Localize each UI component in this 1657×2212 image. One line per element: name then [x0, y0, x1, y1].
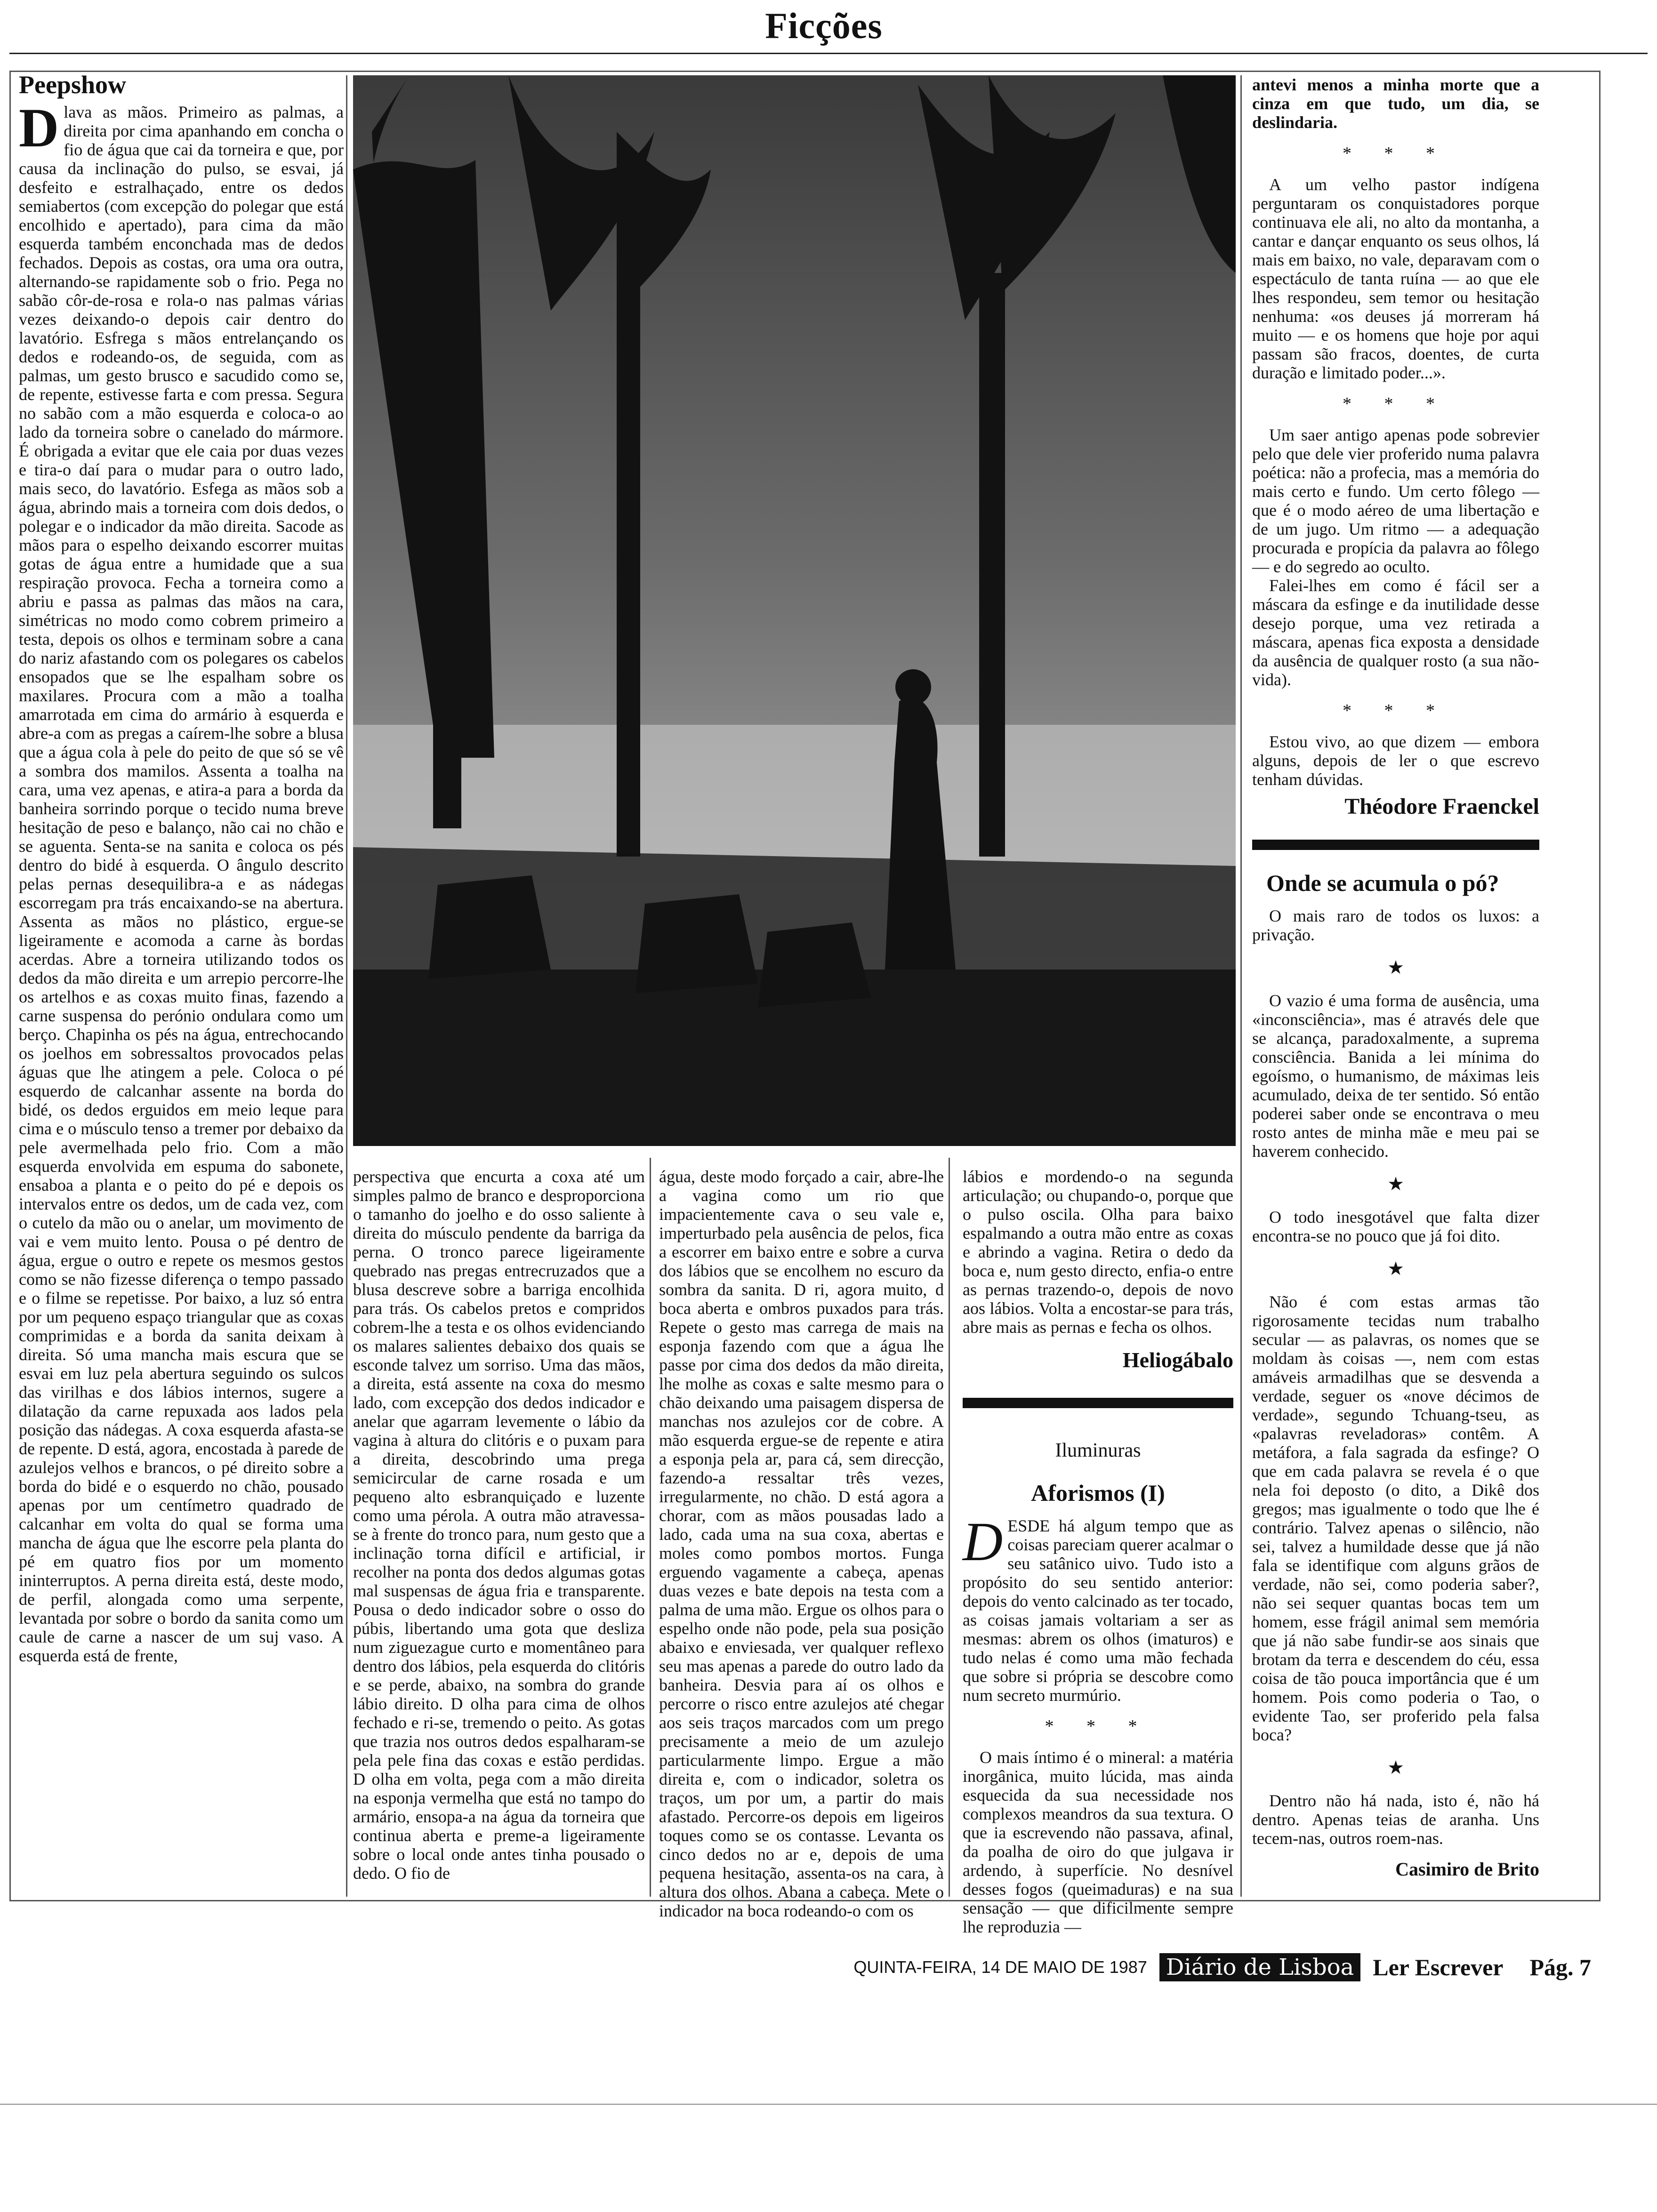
article-text: água, deste modo forçado a cair, abre-lhe a vagina como um rio que impacientemente cava o seu vale e, imperturbado pela ausência de pelos, fica a escorrer em baixo entre e sobre a curva dos lábios que se encolhem no escuro da sombra da sanita. D ri, agora muito, d boca aberta e ombros puxados para trás. Repete o gesto mas carrega de mais na esponja fazendo com que a água lhe passe por cima dos dedos da mão direita, lhe molhe as coxas e salte mesmo para o chão deixando uma paisagem dispersa de manchas nos azulejos cor de cobre. A mão esquerda ergue-se de repente e atira a esponja pela ar, para cá, sem direcção, fazendo-a ressaltar três vezes, irregularmente, no chão. D está agora a chorar, com as mãos pousadas lado a lado, cada uma na sua coxa, abertas e moles como pombos mortos. Funga erguendo vagamente a cabeça, apenas duas vezes e bate depois na testa com a palma de uma mão. Ergue os olhos para o espelho onde não pode, pela sua posição abaixo e enviesada, ver qualquer reflexo seu mas apenas a parede do outro lado da banheira. Desvia para aí os olhos e percorre o risco entre azulejos até chegar aos seis traços marcados com um prego precisamente a meio de um azulejo particularmente limpo. Ergue a mão direita e, com o indicador, soletra os traços, um por um, a partir do mais afastado. Percorre-os depois em ligeiros toques como se os contasse. Levanta os cinco dedos no ar e, depois de uma pequena hesitação, assenta-os na cara, à altura dos olhos. Abana a cabeça. Mete o indicador na boca rodeando-o com os [659, 1167, 944, 1920]
author-signature: Casimiro de Brito [1395, 1859, 1539, 1880]
peepshow-column-3 [659, 1167, 944, 1920]
separator: * * * [1343, 701, 1449, 721]
article-text: ESDE há algum tempo que as coisas pareciam querer acalmar o seu satânico uivo. Tudo isto a propósito do seu sentido anterior: depois do vento calcinado as ter tocado, as coisas jamais voltariam a ser as mesmas: abrem os olhos (imaturos) e tudo nelas é como uma mão fechada que sobre si própria se descobre como num secreto murmúrio. [963, 1516, 1233, 1705]
star-icon: ★ [1387, 1258, 1404, 1279]
column-rule [650, 1158, 651, 1897]
section-rule [1252, 840, 1539, 850]
publication-date: QUINTA-FEIRA, 14 DE MAIO DE 1987 [853, 1957, 1147, 1977]
top-rule [9, 53, 1648, 54]
separator: * * * [1045, 1716, 1151, 1736]
article-text: Dentro não há nada, isto é, não há dentro. Apenas teias de aranha. Uns tecem-nas, outros roem-nas. [1252, 1791, 1539, 1848]
article-text: O mais íntimo é o mineral: a matéria inorgânica, muito lúcida, mas ainda esquecida da sua necessidade nos complexos meandros da sua textura. O que ia escrevendo não passava, afinal, da poalha de oiro do que julgava ir ardendo, à superfície. No desnível desses fogos (queimaduras) e na sua sensação — que dificilmente sempre lhe reproduzia — [963, 1748, 1233, 1936]
kicker: Iluminuras [1055, 1440, 1141, 1461]
article-title: Onde se acumula o pó? [1266, 870, 1499, 896]
palm-beach-silhouette-image [353, 75, 1236, 1146]
article-text: O vazio é uma forma de ausência, uma «inconsciência», mas é através dele que se alcança, paradoxalmente, a suprema consciência. Banida a lei mínima do egoísmo, o humanismo, de máximas leis acumulado, deixa de ter sentido. Só então poderei saber onde se encontrava o meu rosto antes de minha mãe e meu pai se haverem conhecido. [1252, 991, 1539, 1161]
author-signature: Heliogábalo [1122, 1348, 1233, 1372]
beach-photo [353, 75, 1236, 1146]
newspaper-logo: Diário de Lisboa [1159, 1953, 1360, 1981]
drop-cap: D [19, 97, 59, 159]
article-text: lábios e mordendo-o na segunda articulação; ou chupando-o, porque que o pulso oscila. Olha para baixo espalmando a outra mão entre as coxas e abrindo a vagina. Retira o dedo da boca e, num gesto directo, enfia-o entre as pernas trazendo-o, depois de novo aos lábios. Volta a encostar-se para trás, abre mais as pernas e fecha os olhos. [963, 1167, 1233, 1337]
page-number: Pág. 7 [1529, 1954, 1591, 1980]
separator: * * * [1343, 394, 1449, 414]
article-text: Estou vivo, ao que dizem — embora alguns, depois de ler o que escrevo tenham dúvidas. [1252, 732, 1539, 789]
article-title: Aforismos (I) [1031, 1480, 1165, 1506]
column-rule [949, 1158, 950, 1897]
article-text: A um velho pastor indígena perguntaram os conquistadores porque continuava ele ali, no alto da montanha, a cantar e dançar enquanto os seus olhos, lá mais em baixo, no vale, deparavam com o espectáculo de tanta ruína — ao que ele lhes respondeu, sem temor ou hesitação nenhuma: «os deuses já morreram há muito — e os homens que hoje por aqui passam são fracos, doentes, de curta duração e limitado poder...». [1252, 175, 1539, 382]
scan-edge-line [0, 2104, 1657, 2105]
column-rule [346, 75, 347, 1897]
peepshow-column-4 [963, 1167, 1233, 1936]
star-icon: ★ [1387, 957, 1404, 978]
star-icon: ★ [1387, 1173, 1404, 1194]
peepshow-column-1 [19, 71, 344, 1665]
article-text: O todo inesgotável que falta dizer encontra-se no pouco que já foi dito. [1252, 1208, 1539, 1245]
article-text: Não é com estas armas tão rigorosamente tecidas num trabalho secular — as palavras, os nomes que se moldam às coisas —, nem com estas amáveis armadilhas que se desvenda a verdade, seguer os «nove décimos de verdade», segundo Tchuang-tseu, as «palavras reveladoras» contêm. A metáfora, a fala sagrada da esfinge? O que em cada palavra se revela é o que nela foi deposto (o dito, a Dikê dos gregos; mas igualmente o todo que lhe é contrário. Talvez apenas o silêncio, não sei, talvez a humildade desse que já não fala se identifique com alguns grãos de verdade, não sei, como poderia saber?, não sei sequer quantas bocas tem um homem, esse frágil animal sem memória que já não sabe fundir-se aos sinais que brotam da terra e descendem do céu, essa coisa de tão pouca importância que é um homem. Pois como poderia o Tao, o evidente Tao, ser proferido pela falsa boca? [1252, 1292, 1539, 1744]
drop-cap: D [963, 1511, 1003, 1572]
star-icon: ★ [1387, 1757, 1404, 1778]
right-column [1252, 75, 1539, 1879]
section-title: Ficções [765, 5, 883, 46]
article-text: Falei-lhes em como é fácil ser a máscara da esfinge e da inutilidade desse desejo porque, uma vez retirada a máscara, apenas fica exposta a densidade da ausência de qualquer rosto (a sua não-vida). [1252, 576, 1539, 689]
article-text: O mais raro de todos os luxos: a privação. [1252, 906, 1539, 944]
column-rule [1240, 75, 1242, 1897]
separator: * * * [1343, 144, 1449, 163]
page-footer [838, 1953, 1591, 1981]
article-text: lava as mãos. Primeiro as palmas, a direita por cima apanhando em concha o fio de água que cai da torneira e que, por causa da inclinação do pulso, se esvai, já desfeito e estralhaçado, entre os dedos semiabertos (com excepção do polegar que está encolhido e apertado), para cima da mão esquerda também enconchada mas de dedos fechados. Depois as costas, ora uma ora outra, alternando-se rapidamente sob o frio. Pega no sabão côr-de-rosa e rola-o nas palmas várias vezes deixando-o depois cair dentro do lavatório. Esfrega s mãos entrelançando os dedos e rodeando-os, de seguida, com as palmas, um gesto brusco e sacudido como se, de repente, estivesse farta e com pressa. Segura no sabão com a mão esquerda e coloca-o ao lado da torneira sobre o canelado do mármore. É obrigada a evitar que ele caia por duas vezes e tira-o daí para o mudar para o outro lado, mais seco, do lavatório. Esfega as mãos sob a água, abrindo mais a torneira com dois dedos, o polegar e o indicador da mão direita. Sacode as mãos para o espelho deixando escorrer muitas gotas de água entre a humidade que a sua respiração provoca. Fecha a torneira como a abriu e passa as palmas das mãos na cara, simétricas no modo como cobrem primeiro a testa, depois os olhos e terminam sobre a cana do nariz afastando com os polegares os cabelos ensopados que se lhe espalham sobre os maxilares. Procura com a mão a toalha amarrotada em cima do armário à esquerda e abre-a com as pregas a caírem-lhe sobre a blusa que a água cola à pele do peito de que só se vê a sombra dos mamilos. Assenta a toalha na cara, uma vez apenas, e atira-a para a borda da banheira sorrindo porque o tecido numa breve hesitação de peso e balanço, não cai no chão e se aguenta. Senta-se na sanita e coloca os pés dentro do bidé à esquerda. O ângulo descrito pelas pernas desequilibra-a e as nádegas escorregam pra trás encaixando-se na abertura. Assenta as mãos no plástico, ergue-se ligeiramente e acomoda a carne às bordas acerdas. Abre a torneira utilizando todos os dedos da mão direita e um arrepio percorre-lhe os artelhos e as coxas muito finas, fazendo a carne suspensa do perónio ondulara como um berço. Chapinha os pés na água, entrechocando os joelhos em sobressaltos provocados pelas águas que lhe atingem a pele. Coloca o pé esquerdo de calcanhar assente na borda do bidé, os dedos erguidos em meio leque para cima e o músculo tenso a tremer por debaixo da pele avermelhada pelo frio. Com a mão esquerda envolvida em espuma do sabonete, ensaboa a planta e o peito do pé e depois os intervalos entre os dedos, um de cada vez, com o cutelo da mão ou o anelar, um movimento de vai e vem muito lento. Pousa o pé dentro de água, ergue o outro e repete os mesmos gestos como se não fizesse diferença o tempo passado e o filme se repetisse. Por baixo, a luz só entra por um pequeno espaço triangular que as coxas comprimidas e a borda da sanita deixam à direita. Só uma mancha mais escura que se esvai em luz pela abertura seguindo os sulcos das virilhas e dos lábios internos, sugere a dilatação da carne repuxada aos lados pela posição das nádegas. A coxa esquerda afasta-se de repente. D está, agora, encostada à parede de azulejos velhos e brancos, o pé direito sobre a borda do bidé e o esquerdo no chão, pousado apenas por um centímetro quadrado de calcanhar em volta do qual se forma uma mancha de água que lhe escorre pela planta do pé em quatro fios por um momento ininterruptos. A perna direita está, deste modo, de perfil, alongada como uma serpente, levantada por sobre o bordo da sanita como um caule de carne a nascer de um suj vaso. A esquerda está de frente, [19, 103, 344, 1665]
section-rule [963, 1398, 1233, 1408]
supplement-name: Ler Escrever [1373, 1954, 1504, 1980]
article-title: Peepshow [19, 71, 126, 99]
author-signature: Théodore Fraenckel [1344, 794, 1539, 819]
article-text: Um saer antigo apenas pode sobrevier pelo que dele vier proferido numa palavra poética: não a profecia, mas a memória do mais certo e fundo. Um certo fôlego — que é o modo aéreo de uma libertação e de um jugo. Um ritmo — a adequação procurada e propícia da palavra ao fôlego — e do segredo ao oculto. [1252, 425, 1539, 576]
peepshow-column-2 [353, 1167, 645, 1883]
article-text: perspectiva que encurta a coxa até um simples palmo de branco e desproporciona o tamanho do joelho e do osso saliente à direita do músculo pendente da barriga da perna. O tronco parece ligeiramente quebrado nas pregas entrecruzados que a blusa descreve sobre a barriga encolhida para trás. Os cabelos pretos e compridos cobrem-lhe a testa e os olhos evidenciando os malares salientes debaixo dos quais se esconde talvez um sorriso. Uma das mãos, a direita, está assente na coxa do mesmo lado, com excepção dos dedos indicador e anelar que agarram levemente o lábio da vagina à altura do clitóris e o puxam para a direita, descobrindo uma prega semicircular de carne rosada e um pequeno alto esbranquiçado e luzente como uma pérola. A outra mão atravessa-se à frente do tronco para, num gesto que a inclinação torna difícil e artificial, ir recolher na ponta dos dedos algumas gotas mal suspensas de água fria e transparente. Pousa o dedo indicador sobre o osso do púbis, libertando uma gota que desliza num ziguezague curto e momentâneo para dentro dos lábios, pela esquerda do clitóris e se perde, abaixo, na sombra do grande lábio direito. D olha para cima de olhos fechado e ri-se, tremendo o peito. As gotas que trazia nos outros dedos espalharam-se pela pele fina das coxas e estão perdidas. D olha em volta, pega com a mão direita na esponja vermelha que está no tampo do armário, ensopa-a na água da torneira que continua aberta e preme-a ligeiramente sobre o local onde antes tinha pousado o dedo. O fio de [353, 1167, 645, 1883]
article-text: antevi menos a minha morte que a cinza em que tudo, um dia, se deslindaria. [1252, 75, 1539, 132]
